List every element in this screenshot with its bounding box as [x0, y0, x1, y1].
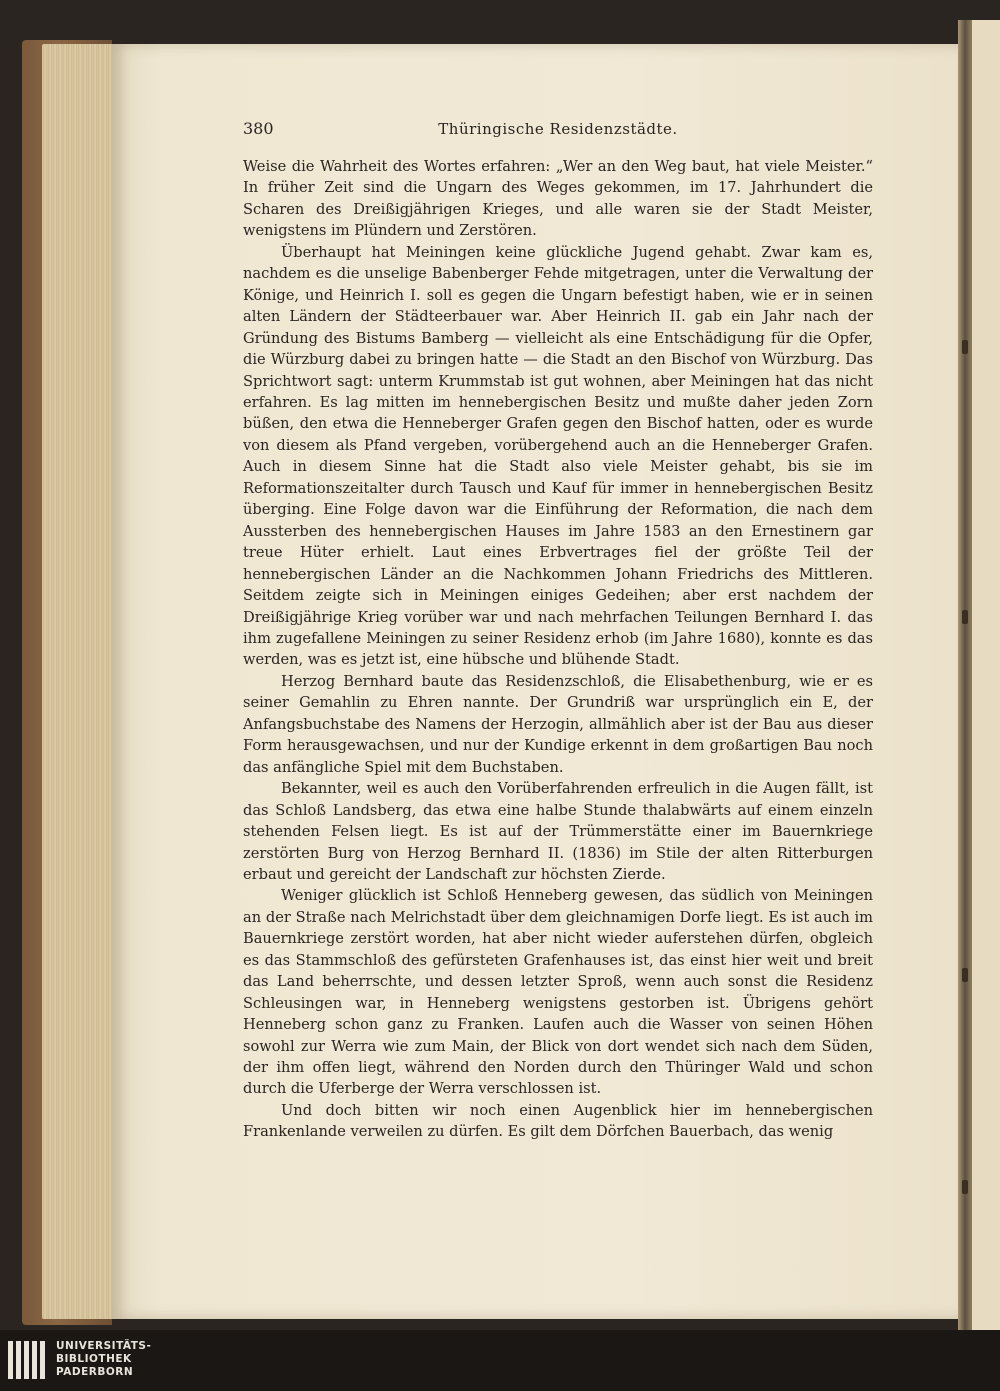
binding-thread: [962, 340, 968, 354]
facing-page-edge: [972, 20, 1000, 1330]
paragraph: Und doch bitten wir noch einen Augenblick hier im hennebergischen Frankenlande verweilen zu dürfen. Es gilt dem Dörfchen Bauerbach, das wenig: [243, 1101, 873, 1141]
paragraph: Überhaupt hat Meiningen keine glückliche Jugend gehabt. Zwar kam es, nachdem es die unselige Babenberger Fehde mitgetragen, unter die Verwaltung der Könige, und Heinrich I. soll es gegen die Ungarn befestigt haben, wie er in seinen alten Ländern der Städteerbauer war. Aber Heinrich II. gab ein Jahr nach der Gründung des Bistums Bamberg — vielleicht als eine Entschädigung für die Opfer, die Würzburg dabei zu bringen hatte — die Stadt an den Bischof von Würzburg. Das Sprichtwort sagt: unterm Krummstab ist gut wohnen, aber Meiningen hat das nicht erfahren. Es lag mitten im hennebergischen Besitz und mußte daher jeden Zorn büßen, den etwa die Henneberger Grafen gegen den Bischof hatten, oder es wurde von diesem als Pfand vergeben, vorübergehend auch an die Henneberger Grafen. Auch in diesem Sinne hat die Stadt also viele Meister gehabt, bis sie im Reformationszeitalter durch Tausch und Kauf für immer in hennebergischen Besitz überging. Eine Folge davon war die Einführung der Reformation, die nach dem Aussterben des hennebergischen Hauses im Jahre 1583 an den Ernestinern gar treue Hüter erhielt. Laut eines Erbvertrages fiel der größte Teil der hennebergischen Länder an die Nachkommen Johann Friedrichs des Mittleren. Seitdem zeigte sich in Meiningen einiges Gedeihen; aber erst nachdem der Dreißigjährige Krieg vorüber war und nach mehrfachen Teilungen Bernhard I. das ihm zugefallene Meiningen zu seiner Residenz erhob (im Jahre 1680), konnte es das werden, was es jetzt ist, eine hübsche und blühende Stadt.: [243, 243, 873, 669]
paragraph: Bekannter, weil es auch den Vorüberfahrenden erfreulich in die Augen fällt, ist das Schloß Landsberg, das etwa eine halbe Stunde thalabwärts auf einem einzeln stehenden Felsen liegt. Es ist auf der Trümmerstätte einer im Bauernkriege zerstörten Burg von Herzog Bernhard II. (1836) im Stile der alten Ritterburgen erbaut und gereicht der Landschaft zur höchsten Zierde.: [243, 780, 873, 883]
paragraph: Herzog Bernhard baute das Residenzschloß, die Elisabethenburg, wie er es seiner Gemahlin zu Ehren nannte. Der Grundriß war ursprünglich ein E, der Anfangsbuchstabe des Namens der Herzogin, allmählich aber ist der Bau aus dieser Form herausgewachsen, und nur der Kundige erkennt in dem großartigen Bau noch das anfängliche Spiel mit dem Buchstaben.: [243, 672, 873, 776]
binding-thread: [962, 968, 968, 982]
binding-thread: [962, 610, 968, 624]
binding-thread: [962, 1180, 968, 1194]
library-name-line: UNIVERSITÄTS-: [56, 1340, 152, 1352]
running-title: Thüringische Residenzstädte.: [438, 120, 678, 138]
library-name-line: PADERBORN: [56, 1366, 134, 1378]
book-gutter: [958, 20, 972, 1330]
library-name-line: BIBLIOTHEK: [56, 1353, 132, 1365]
page-edges: [42, 44, 122, 1319]
page-header: [243, 118, 873, 142]
page-text: [243, 118, 873, 1143]
paragraph: Weise die Wahrheit des Wortes erfahren: „Wer an den Weg baut, hat viele Meister.“ In früher Zeit sind die Ungarn des Weges gekommen, im 17. Jahrhundert die Scharen des Dreißigjährigen Krieges, und alle waren sie der Stadt Meister, wenigstens im Plündern und Zerstören.: [243, 158, 873, 240]
page-number: 380: [243, 119, 274, 138]
library-name: [56, 1340, 151, 1379]
library-logo-icon: [6, 1337, 50, 1383]
paragraph: Weniger glücklich ist Schloß Henneberg gewesen, das südlich von Meiningen an der Straße nach Melrichstadt über dem gleichnamigen Dorfe liegt. Es ist auch im Bauernkriege zerstört worden, hat aber nicht wieder auferstehen dürfen, obgleich es das Stammschloß des gefürsteten Grafenhauses ist, das einst hier weit und breit das Land beherrschte, und dessen letzter Sproß, wenn auch sonst die Residenz Schleusingen war, in Henneberg wenigstens gestorben ist. Übrigens gehört Henneberg schon ganz zu Franken. Laufen auch die Wasser von seinen Höhen sowohl zur Werra wie zum Main, der Blick von dort wendet sich nach dem Süden, der ihm offen liegt, während den Norden durch den Thüringer Wald und schon durch die Uferberge der Werra verschlossen ist.: [243, 887, 873, 1098]
